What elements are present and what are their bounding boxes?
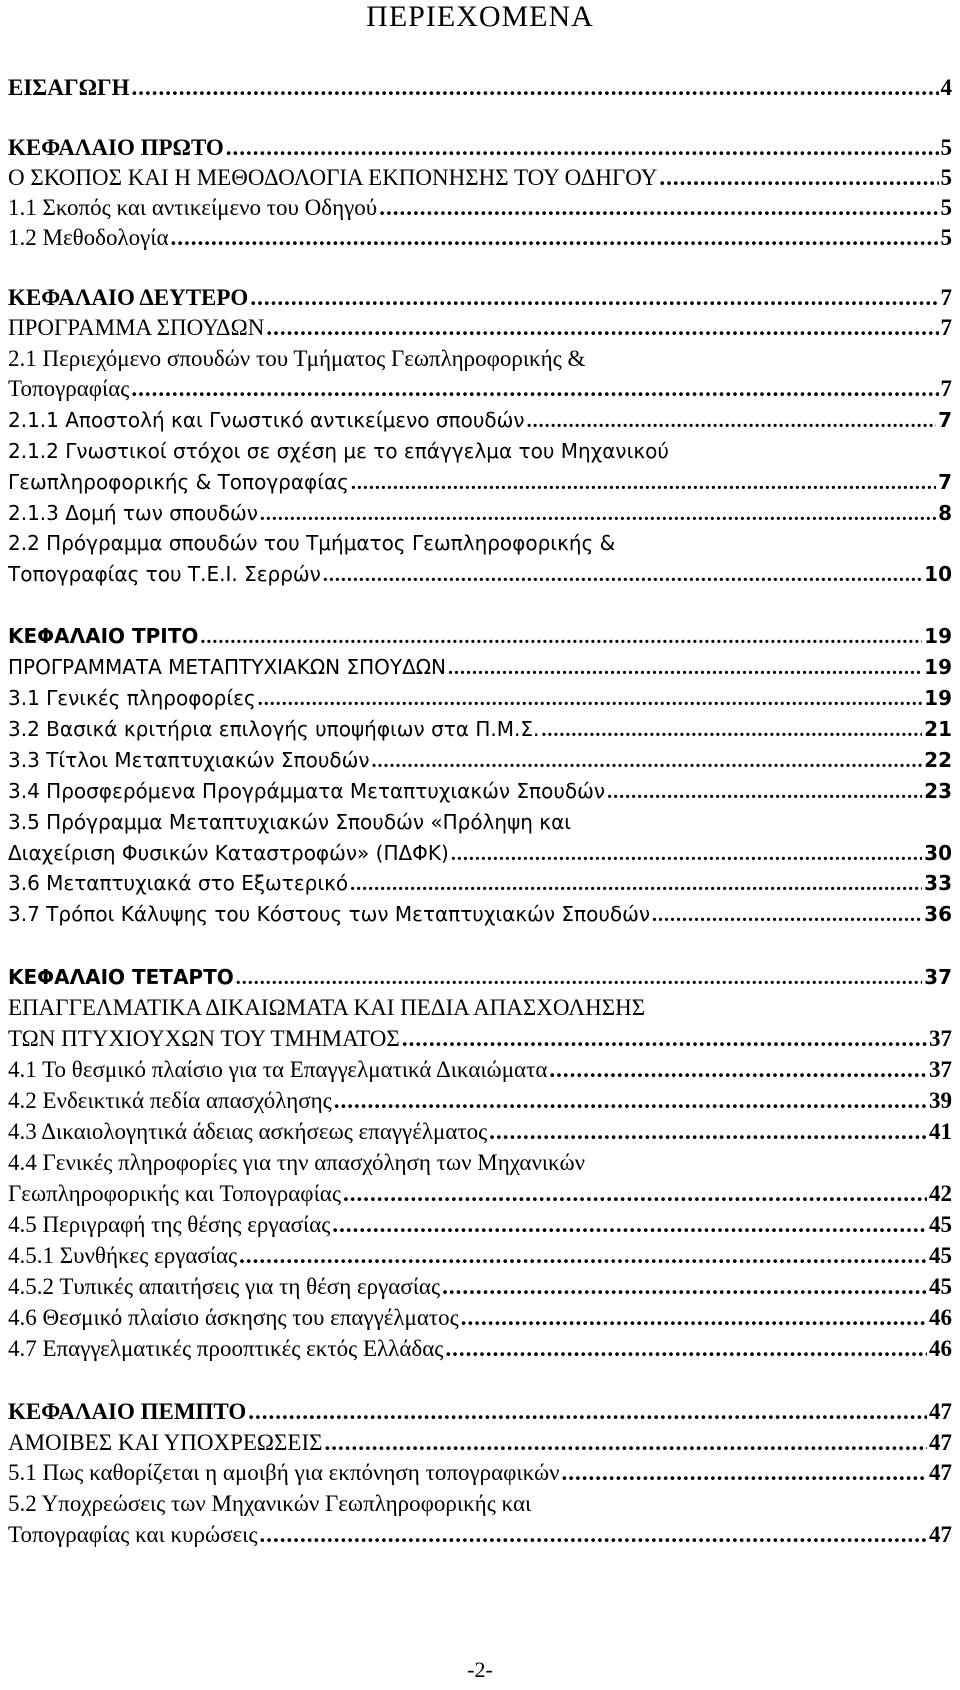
toc-entry [8, 133, 952, 163]
toc-entry-page: 47 [929, 1460, 952, 1485]
toc-entry-label: 1.2 Μεθοδολογία [8, 225, 169, 250]
toc-dot-leader [323, 560, 922, 589]
toc-dot-leader [226, 133, 939, 163]
toc-dot-leader [325, 1428, 928, 1458]
toc-entry-label: 3.4 Προσφερόμενα Προγράμματα Μεταπτυχιακών Σπουδών [8, 779, 606, 803]
toc-entry-page: 30 [924, 841, 952, 865]
page-title: ΠΕΡΙΕΧΟΜΕΝΑ [366, 0, 594, 33]
toc-entry-label: ΚΕΦΑΛΑΙΟ ΠΕΜΠΤΟ [8, 1399, 247, 1424]
toc-entry-page: 46 [929, 1305, 952, 1330]
toc-dot-leader [343, 1179, 927, 1209]
toc-entry-label: 4.7 Επαγγελματικές προοπτικές εκτός Ελλάδας [8, 1336, 444, 1361]
toc-entry-page: 37 [929, 1026, 952, 1051]
toc-entry-label: ΚΕΦΑΛΑΙΟ ΤΕΤΑΡΤΟ [8, 965, 234, 989]
toc-entry [8, 193, 952, 223]
toc-dot-leader [652, 900, 922, 929]
toc-dot-leader [607, 777, 922, 806]
toc-entry [8, 163, 952, 193]
toc-entry [8, 1117, 952, 1147]
toc-entry-page: 4 [940, 75, 952, 100]
toc-entry-page: 7 [938, 408, 952, 432]
toc-entry-label: 4.1 Το θεσμικό πλαίσιο για τα Επαγγελματικά Δικαιώματα [8, 1057, 548, 1082]
toc-entry [8, 745, 952, 775]
toc-dot-leader [549, 1055, 927, 1085]
toc-entry-label: 4.2 Ενδεικτικά πεδία απασχόλησης [8, 1088, 332, 1113]
toc-dot-leader [442, 1272, 927, 1302]
toc-dot-leader [461, 1303, 927, 1333]
toc-entry-page: 33 [924, 871, 952, 895]
toc-entry-label: Γεωπληροφορικής και Τοπογραφίας [8, 1181, 341, 1206]
toc-entry [8, 652, 952, 682]
toc-entry-page: 36 [924, 902, 952, 926]
toc-entry-page: 47 [929, 1522, 952, 1547]
toc-entry-label: Τοπογραφίας και κυρώσεις [8, 1522, 258, 1547]
toc-dot-leader [266, 313, 938, 343]
toc-entry [8, 1148, 952, 1178]
toc-dot-leader [372, 746, 923, 775]
toc-entry-page: 10 [924, 562, 952, 586]
toc-entry [8, 621, 952, 651]
toc-entry-page: 46 [929, 1336, 952, 1361]
toc-dot-leader [332, 1210, 927, 1240]
toc-dot-leader [489, 1117, 927, 1147]
toc-dot-leader [402, 1024, 927, 1054]
toc-entry [8, 1210, 952, 1240]
toc-entry [8, 313, 952, 343]
toc-entry-label: 2.1.2 Γνωστικοί στόχοι σε σχέση με το επάγγελμα του Μηχανικού [8, 439, 669, 463]
toc-entry [8, 498, 952, 528]
toc-entry-page: 5 [940, 165, 952, 190]
toc-dot-leader [236, 963, 922, 992]
toc-entry-page: 22 [924, 748, 952, 772]
toc-dot-leader [350, 869, 922, 898]
toc-dot-leader [562, 1458, 927, 1488]
toc-entry-label: 4.4 Γενικές πληροφορίες για την απασχόληση των Μηχανικών [8, 1150, 585, 1175]
toc-entry-label: 3.2 Βασικά κριτήρια επιλογής υποψήφιων στα Π.Μ.Σ. [8, 717, 540, 741]
toc-entry-page: 47 [929, 1430, 952, 1455]
toc-entry [8, 1428, 952, 1458]
toc-entry [8, 436, 952, 466]
toc-entry [8, 1055, 952, 1085]
toc-entry-page: 37 [924, 965, 952, 989]
toc-entry-page: 45 [929, 1212, 952, 1237]
toc-dot-leader [351, 468, 936, 497]
toc-dot-leader [379, 193, 938, 223]
toc-entry-label: 4.5.2 Τυπικές απαιτήσεις για τη θέση εργασίας [8, 1274, 441, 1299]
toc-dot-leader [260, 499, 936, 528]
toc-entry-page: 42 [929, 1181, 952, 1206]
toc-entry [8, 1397, 952, 1427]
toc-dot-leader [250, 283, 938, 313]
toc-entry-label: ΕΙΣΑΓΩΓΗ [8, 75, 130, 100]
toc-dot-leader [659, 163, 938, 193]
toc-entry [8, 223, 952, 253]
toc-entry-page: 5 [940, 135, 952, 160]
toc-entry-label: Τοπογραφίας του Τ.Ε.Ι. Σερρών [8, 562, 321, 586]
toc-entry [8, 868, 952, 898]
toc-entry-label: 2.1.1 Αποστολή και Γνωστικό αντικείμενο σπουδών [8, 408, 525, 432]
toc-entry [8, 838, 952, 868]
toc-entry [8, 1303, 952, 1333]
toc-entry [8, 405, 952, 435]
toc-dot-leader [448, 653, 922, 682]
toc-entry [8, 1241, 952, 1271]
toc-entry-page: 21 [924, 717, 952, 741]
toc-entry-page: 19 [924, 624, 952, 648]
toc-entry [8, 1458, 952, 1488]
toc-entry [8, 467, 952, 497]
toc-entry-page: 8 [938, 501, 952, 525]
toc-dot-leader [445, 1334, 927, 1364]
toc-entry-page: 23 [924, 779, 952, 803]
toc-dot-leader [527, 406, 937, 435]
toc-entry-label: 3.5 Πρόγραμμα Μεταπτυχιακών Σπουδών «Πρόληψη και [8, 810, 572, 834]
toc-entry-label: 3.7 Τρόποι Κάλυψης του Κόστους των Μεταπτυχιακών Σπουδών [8, 902, 651, 926]
toc-entry-page: 19 [924, 686, 952, 710]
toc-dot-leader [541, 715, 922, 744]
toc-entry [8, 1334, 952, 1364]
page-number: -2- [467, 1657, 493, 1682]
toc-entry [8, 1179, 952, 1209]
toc-entry [8, 1272, 952, 1302]
toc-entry-label: 3.1 Γενικές πληροφορίες [8, 686, 256, 710]
toc-dot-leader [239, 1241, 927, 1271]
toc-entry-page: 47 [929, 1399, 952, 1424]
toc-entry-label: 4.5.1 Συνθήκες εργασίας [8, 1243, 238, 1268]
toc-entry-label: ΚΕΦΑΛΑΙΟ ΤΡΙΤΟ [8, 624, 199, 648]
toc-entry-page: 5 [940, 225, 952, 250]
toc-entry [8, 283, 952, 313]
toc-entry [8, 962, 952, 992]
toc-entry-label: 2.1.3 Δομή των σπουδών [8, 501, 258, 525]
toc-entry-label: 5.2 Υποχρεώσεις των Μηχανικών Γεωπληροφορικής και [8, 1491, 532, 1516]
toc-entry-page: 19 [924, 655, 952, 679]
toc-entry-label: 2.2 Πρόγραμμα σπουδών του Τμήματος Γεωπληροφορικής & [8, 531, 616, 555]
toc-entry-label: 3.6 Μεταπτυχιακά στο Εξωτερικό [8, 871, 349, 895]
toc-entry [8, 1489, 952, 1519]
toc-entry-label: 4.6 Θεσμικό πλαίσιο άσκησης του επαγγέλματος [8, 1305, 459, 1330]
toc-entry-label: 4.5 Περιγραφή της θέσης εργασίας [8, 1212, 331, 1237]
toc-entry-label: ΚΕΦΑΛΑΙΟ ΠΡΩΤΟ [8, 135, 224, 160]
toc-entry-page: 7 [938, 470, 952, 494]
toc-entry [8, 73, 952, 103]
toc-entry-page: 39 [929, 1088, 952, 1113]
toc-dot-leader [451, 839, 922, 868]
toc-dot-leader [258, 684, 922, 713]
toc-entry-label: ΕΠΑΓΓΕΛΜΑΤΙΚΑ ΔΙΚΑΙΩΜΑΤΑ ΚΑΙ ΠΕΔΙΑ ΑΠΑΣΧΟΛΗΣΗΣ [8, 995, 646, 1020]
toc-entry-page: 37 [929, 1057, 952, 1082]
toc-entry [8, 993, 952, 1023]
toc-entry [8, 714, 952, 744]
toc-entry-page: 45 [929, 1274, 952, 1299]
toc-entry-label: Ο ΣΚΟΠΟΣ ΚΑΙ Η ΜΕΘΟΔΟΛΟΓΙΑ ΕΚΠΟΝΗΣΗΣ ΤΟΥ ΟΔΗΓΟΥ [8, 165, 658, 190]
toc-entry-page: 5 [940, 195, 952, 220]
toc-entry-page: 45 [929, 1243, 952, 1268]
toc-entry-label: ΤΩΝ ΠΤΥΧΙΟΥΧΩΝ ΤΟΥ ΤΜΗΜΑΤΟΣ [8, 1026, 400, 1051]
toc-entry-label: 2.1 Περιεχόμενο σπουδών του Τμήματος Γεωπληροφορικής & [8, 346, 586, 371]
toc-entry [8, 683, 952, 713]
toc-dot-leader [259, 1520, 927, 1550]
toc-entry [8, 374, 952, 404]
toc-entry [8, 528, 952, 558]
toc-entry [8, 807, 952, 837]
toc-entry-label: 3.3 Τίτλοι Μεταπτυχιακών Σπουδών [8, 748, 370, 772]
toc-entry-label: 1.1 Σκοπός και αντικείμενο του Οδηγού [8, 195, 378, 220]
toc-entry [8, 1520, 952, 1550]
toc-dot-leader [200, 622, 922, 651]
toc-entry [8, 1024, 952, 1054]
toc-entry [8, 559, 952, 589]
toc-entry-label: Διαχείριση Φυσικών Καταστροφών» (ΠΔΦΚ) [8, 841, 449, 865]
toc-dot-leader [334, 1086, 927, 1116]
toc-entry-label: Γεωπληροφορικής & Τοπογραφίας [8, 470, 349, 494]
toc-entry [8, 899, 952, 929]
toc-entry-label: ΠΡΟΓΡΑΜΜΑ ΣΠΟΥΔΩΝ [8, 315, 265, 340]
toc-entry [8, 776, 952, 806]
toc-entry-label: ΠΡΟΓΡΑΜΜΑΤΑ ΜΕΤΑΠΤΥΧΙΑΚΩΝ ΣΠΟΥΔΩΝ [8, 655, 446, 679]
toc-entry-page: 7 [940, 376, 952, 401]
toc-dot-leader [171, 223, 939, 253]
toc-entry-label: 5.1 Πως καθορίζεται η αμοιβή για εκπόνηση τοπογραφικών [8, 1460, 560, 1485]
toc-entry-label: ΑΜΟΙΒΕΣ ΚΑΙ ΥΠΟΧΡΕΩΣΕΙΣ [8, 1430, 323, 1455]
toc-entry-label: 4.3 Δικαιολογητικά άδειας ασκήσεως επαγγέλματος [8, 1119, 488, 1144]
toc-entry-page: 41 [929, 1119, 952, 1144]
toc-entry-label: Τοπογραφίας [8, 376, 130, 401]
toc-dot-leader [248, 1397, 927, 1427]
toc-entry-page: 7 [940, 285, 952, 310]
toc-entry [8, 1086, 952, 1116]
toc-dot-leader [132, 73, 939, 103]
toc-entry-label: ΚΕΦΑΛΑΙΟ ΔΕΥΤΕΡΟ [8, 285, 249, 310]
toc-entry-page: 7 [940, 315, 952, 340]
toc-dot-leader [131, 374, 938, 404]
toc-entry [8, 344, 952, 374]
